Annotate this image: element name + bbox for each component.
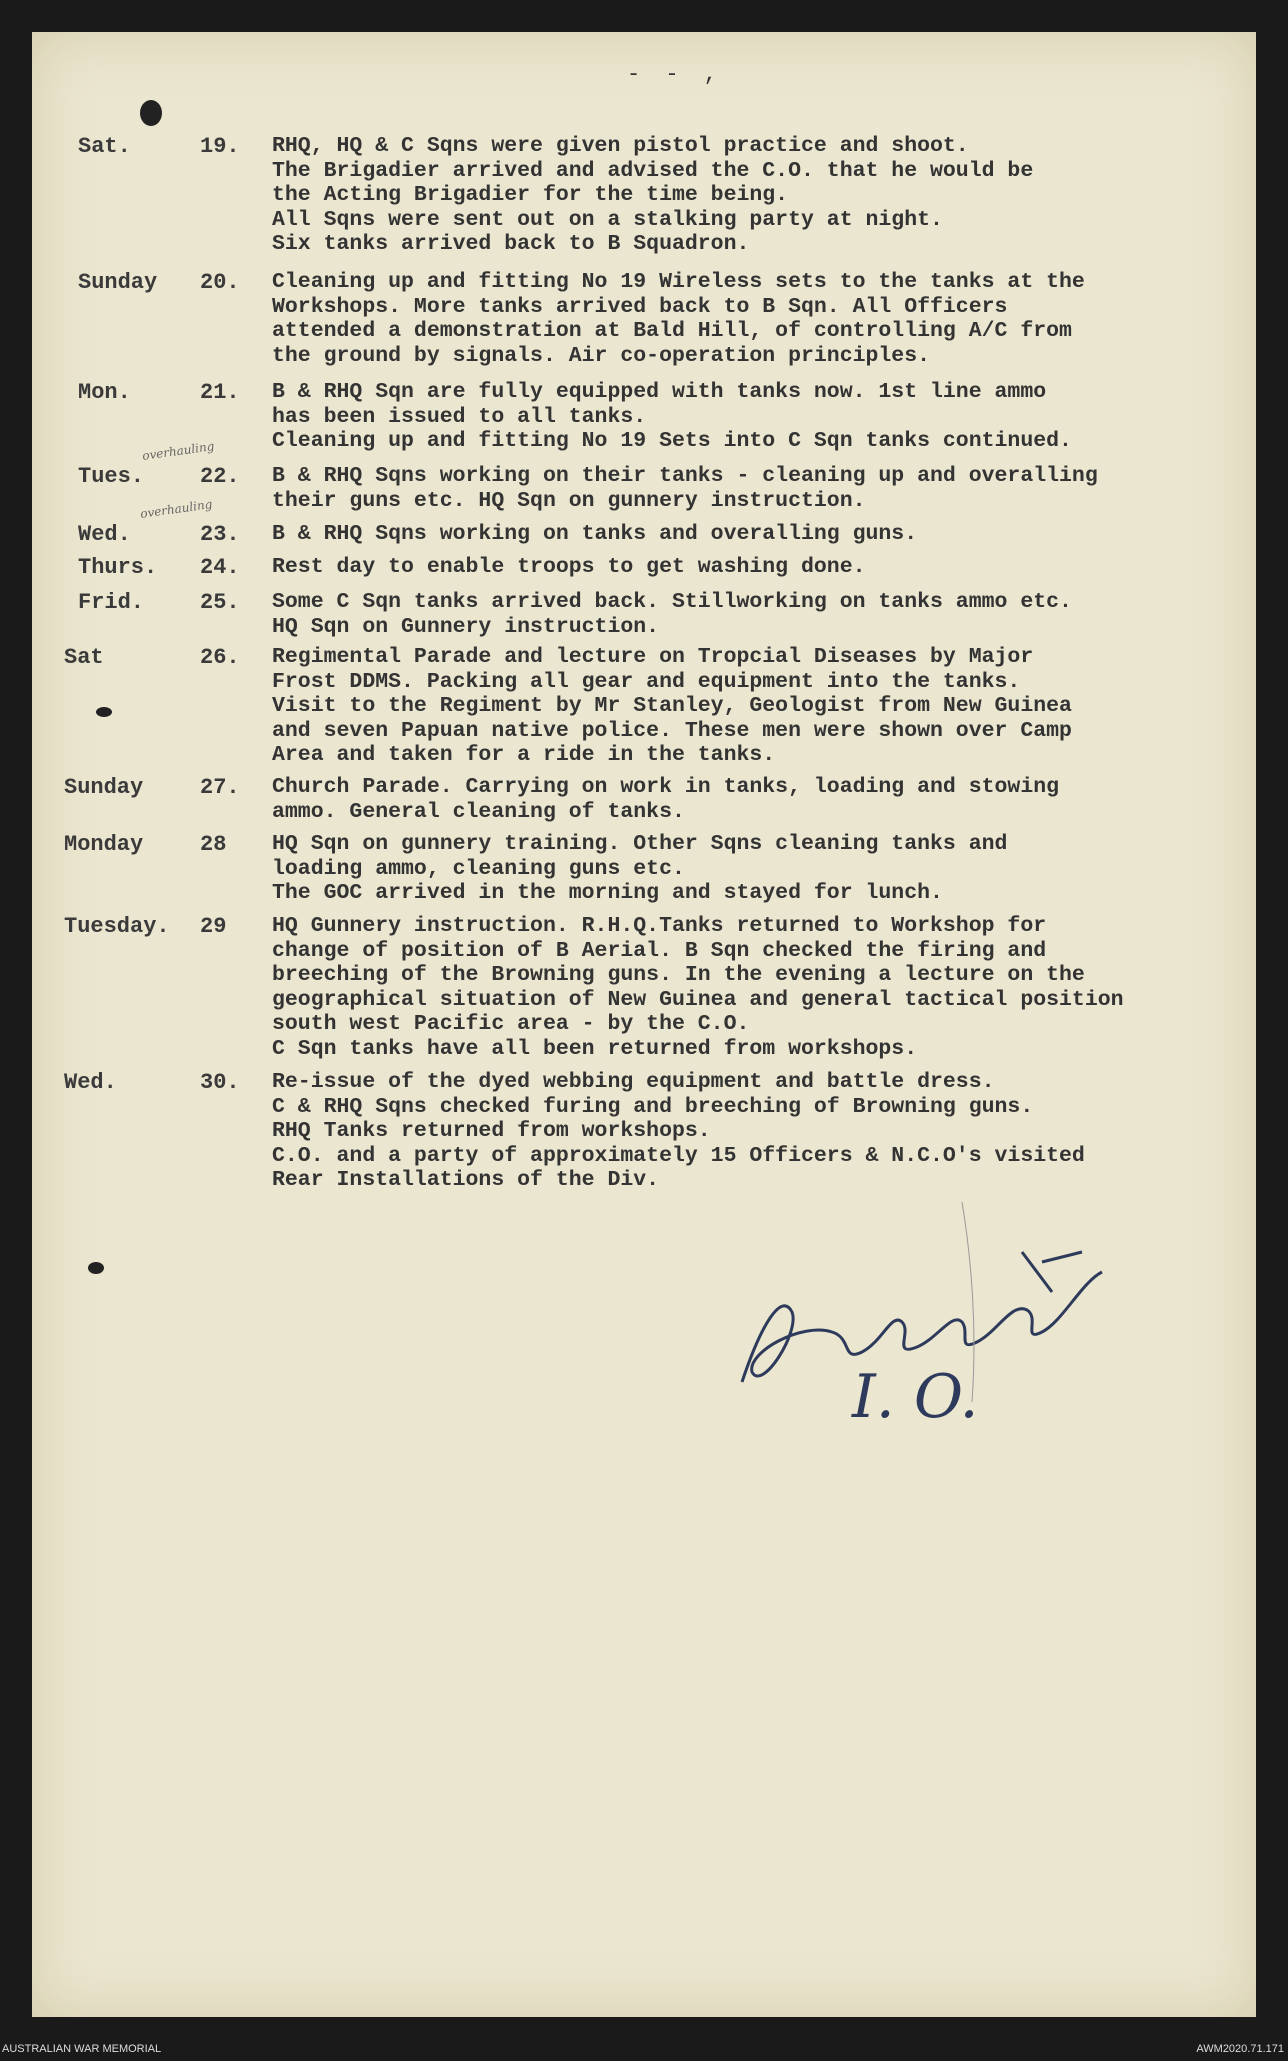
entry-date: 21. xyxy=(200,380,240,405)
entry-date: 30. xyxy=(200,1070,240,1095)
entry-date: 28 xyxy=(200,832,227,857)
ink-blot xyxy=(88,1262,104,1274)
entry-text xyxy=(272,590,1252,639)
entry-day: Sunday xyxy=(64,775,144,800)
entry-text xyxy=(272,464,1252,513)
entry-day: Sat xyxy=(64,645,104,670)
entry-date: 19. xyxy=(200,134,240,159)
entry-line: attended a demonstration at Bald Hill, of controlling A/C from xyxy=(272,319,1072,343)
document-page xyxy=(32,32,1256,2017)
entry-line: geographical situation of New Guinea and general tactical position xyxy=(272,987,1124,1012)
entry-text xyxy=(272,914,1252,1061)
entry-line: Area and taken for a ride in the tanks. xyxy=(272,743,776,767)
entry-line: breeching of the Browning guns. In the evening a lecture on the xyxy=(272,963,1085,987)
entry-day: Sunday xyxy=(78,270,158,295)
entry-line: change of position of B Aerial. B Sqn checked the firing and xyxy=(272,938,1047,963)
entry-day: Wed. xyxy=(64,1070,117,1095)
entry-line: HQ Sqn on gunnery training. Other Sqns cleaning tanks and xyxy=(272,832,1008,856)
entry-line: Cleaning up and fitting No 19 Wireless sets to the tanks at the xyxy=(272,270,1085,294)
entry-line: Regimental Parade and lecture on Tropcial Diseases by Major xyxy=(272,645,1034,669)
entry-date: 20. xyxy=(200,270,240,295)
entry-line: Rear Installations of the Div. xyxy=(272,1168,660,1192)
ink-blot xyxy=(96,707,112,717)
entry-line: B & RHQ Sqns working on their tanks - cleaning up and overalling xyxy=(272,464,1098,488)
entry-text xyxy=(272,1070,1252,1193)
entry-date: 22. xyxy=(200,464,240,489)
entry-line: Rest day to enable troops to get washing done. xyxy=(272,555,866,579)
entry-line: Cleaning up and fitting No 19 Sets into C Sqn tanks continued. xyxy=(272,429,1072,453)
entry-date: 26. xyxy=(200,645,240,670)
entry-line: C & RHQ Sqns checked furing and breeching of Browning guns. xyxy=(272,1094,1034,1119)
entry-line: The Brigadier arrived and advised the C.O. that he would be xyxy=(272,158,1034,183)
entry-line: loading ammo, cleaning guns etc. xyxy=(272,856,685,881)
entry-text xyxy=(272,775,1252,824)
entry-date: 29 xyxy=(200,914,227,939)
entry-text xyxy=(272,555,1252,580)
entry-text xyxy=(272,832,1252,906)
entry-line: Six tanks arrived back to B Squadron. xyxy=(272,232,750,256)
entry-date: 23. xyxy=(200,522,240,547)
entry-text xyxy=(272,380,1252,454)
entry-line: ammo. General cleaning of tanks. xyxy=(272,799,685,824)
signature-title: I. O. xyxy=(852,1362,979,1432)
handwritten-annotation: overhauling xyxy=(139,497,214,521)
entry-day: Monday xyxy=(64,832,144,857)
entry-line: RHQ, HQ & C Sqns were given pistol practice and shoot. xyxy=(272,134,969,158)
entry-date: 24. xyxy=(200,555,240,580)
entry-line: RHQ Tanks returned from workshops. xyxy=(272,1119,711,1143)
entry-date: 25. xyxy=(200,590,240,615)
entry-day: Tues. xyxy=(78,464,145,489)
entry-line: All Sqns were sent out on a stalking party at night. xyxy=(272,207,943,232)
entry-text xyxy=(272,522,1252,547)
page-mark: - - , xyxy=(627,62,724,87)
entry-line: Some C Sqn tanks arrived back. Stillworking on tanks ammo etc. xyxy=(272,590,1072,614)
ink-blot xyxy=(140,100,162,126)
entry-day: Sat. xyxy=(78,134,131,159)
entry-day: Tuesday. xyxy=(64,914,170,939)
entry-date: 27. xyxy=(200,775,240,800)
entry-line: C.O. and a party of approximately 15 Officers & N.C.O's visited xyxy=(272,1143,1085,1168)
footer-left: AUSTRALIAN WAR MEMORIAL xyxy=(2,2043,162,2055)
entry-line: HQ Gunnery instruction. R.H.Q.Tanks returned to Workshop for xyxy=(272,914,1047,938)
handwritten-annotation: overhauling xyxy=(141,439,216,463)
entry-day: Mon. xyxy=(78,380,131,405)
entry-line: Frost DDMS. Packing all gear and equipment into the tanks. xyxy=(272,669,1021,694)
entry-line: Visit to the Regiment by Mr Stanley, Geologist from New Guinea xyxy=(272,694,1072,718)
entry-line: their guns etc. HQ Sqn on gunnery instruction. xyxy=(272,488,866,513)
entry-day: Thurs. xyxy=(78,555,158,580)
entry-day: Frid. xyxy=(78,590,145,615)
entry-line: and seven Papuan native police. These men were shown over Camp xyxy=(272,718,1072,743)
entry-line: B & RHQ Sqns working on tanks and overalling guns. xyxy=(272,522,918,546)
entry-line: Church Parade. Carrying on work in tanks, loading and stowing xyxy=(272,775,1060,799)
entry-line: the Acting Brigadier for the time being. xyxy=(272,183,789,207)
entry-text xyxy=(272,270,1252,368)
entry-text xyxy=(272,134,1252,257)
entry-line: has been issued to all tanks. xyxy=(272,404,647,429)
entry-line: south west Pacific area - by the C.O. xyxy=(272,1012,750,1036)
entry-line: C Sqn tanks have all been returned from workshops. xyxy=(272,1036,918,1061)
entry-day: Wed. xyxy=(78,522,131,547)
entry-line: HQ Sqn on Gunnery instruction. xyxy=(272,614,660,639)
entry-line: Re-issue of the dyed webbing equipment and battle dress. xyxy=(272,1070,995,1094)
entry-text xyxy=(272,645,1252,768)
footer-right: AWM2020.71.171 xyxy=(1196,2043,1284,2055)
entry-line: The GOC arrived in the morning and stayed for lunch. xyxy=(272,881,943,905)
entry-line: Workshops. More tanks arrived back to B Sqn. All Officers xyxy=(272,294,1008,319)
entry-line: B & RHQ Sqn are fully equipped with tanks now. 1st line ammo xyxy=(272,380,1047,404)
entry-line: the ground by signals. Air co-operation principles. xyxy=(272,343,931,368)
